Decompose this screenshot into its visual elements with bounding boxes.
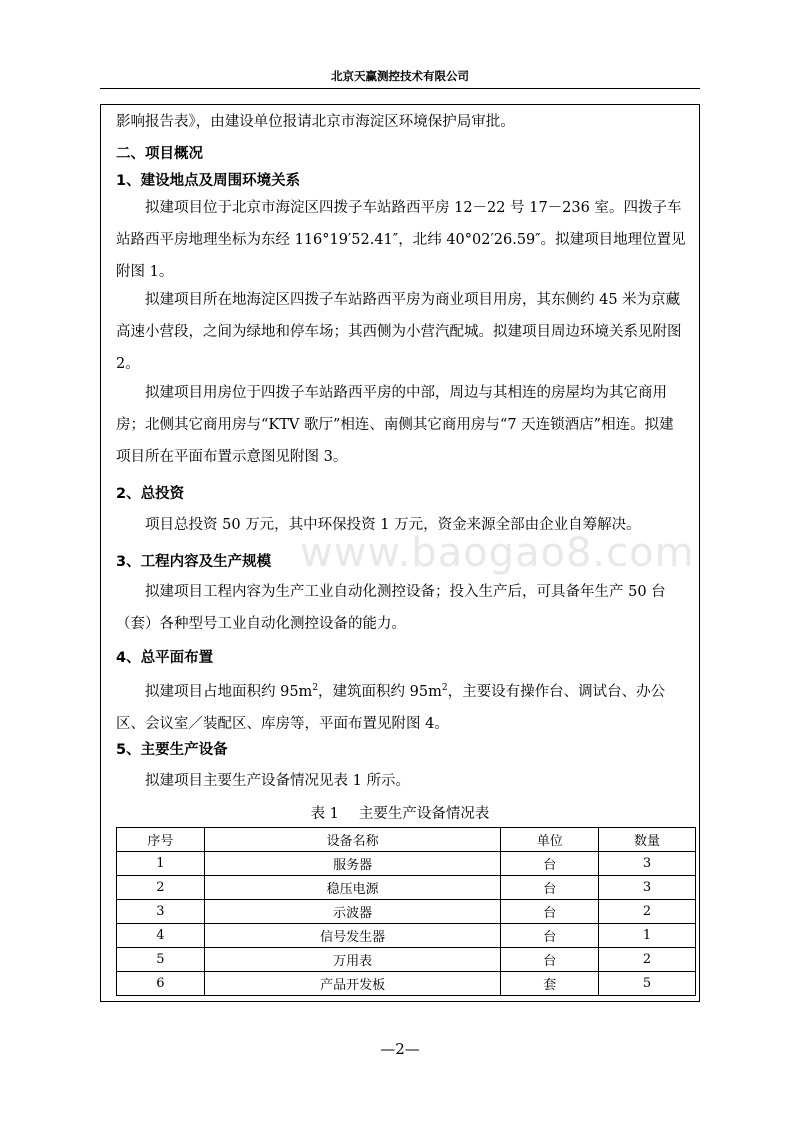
cell-qty: 3 xyxy=(599,852,696,876)
cell-qty: 2 xyxy=(599,900,696,924)
table-caption xyxy=(100,802,700,823)
heading-scope: 3、工程内容及生产规模 xyxy=(116,554,272,570)
cell-no: 2 xyxy=(117,876,205,900)
header-rule xyxy=(100,88,700,89)
cell-name: 示波器 xyxy=(204,900,500,924)
heading-investment: 2、总投资 xyxy=(116,486,185,502)
cell-unit: 台 xyxy=(501,900,599,924)
paragraph-adjacent: 拟建项目用房位于四拨子车站路西平房的中部，周边与其相连的房屋均为其它商用房；北侧其它商用房与“KTV 歌厅”相连、南侧其它商用房与“7 天连锁酒店”相连。拟建项目所在平面布置示意图见附图 3。 xyxy=(116,385,674,465)
watermark: www.baogao8.com xyxy=(300,530,695,576)
table-row xyxy=(117,852,696,876)
page-number: —2— xyxy=(380,1040,420,1058)
table-caption-number: 表 1 xyxy=(310,806,339,822)
table-row xyxy=(117,900,696,924)
header-cell: 设备名称 xyxy=(204,828,500,852)
header-cell: 数量 xyxy=(599,828,696,852)
heading-location: 1、建设地点及周围环境关系 xyxy=(116,173,301,189)
table-row xyxy=(117,876,696,900)
cell-name: 服务器 xyxy=(204,852,500,876)
cell-qty: 3 xyxy=(599,876,696,900)
cell-no: 1 xyxy=(117,852,205,876)
superscript-2: 2 xyxy=(312,683,319,693)
paragraph-equipment: 拟建项目主要生产设备情况见表 1 所示。 xyxy=(145,773,410,789)
paragraph-surroundings: 拟建项目所在地海淀区四拨子车站路西平房为商业项目用房，其东侧约 45 米为京藏高速小营段，之间为绿地和停车场；其西侧为小营汽配城。拟建项目周边环境关系见附图 2。 xyxy=(116,292,682,372)
cell-no: 3 xyxy=(117,900,205,924)
table-header-row xyxy=(117,828,696,852)
cell-name: 信号发生器 xyxy=(204,924,500,948)
cell-no: 6 xyxy=(117,972,205,996)
layout-text-b: ，建筑面积约 95m xyxy=(318,683,442,700)
table-caption-title: 主要生产设备情况表 xyxy=(358,806,490,822)
heading-equipment: 5、主要生产设备 xyxy=(116,742,228,758)
section-title: 二、项目概况 xyxy=(116,146,203,162)
cell-name: 产品开发板 xyxy=(204,972,500,996)
cell-qty: 5 xyxy=(599,972,696,996)
cell-unit: 台 xyxy=(501,948,599,972)
cell-name: 万用表 xyxy=(204,948,500,972)
cell-unit: 台 xyxy=(501,852,599,876)
paragraph-layout xyxy=(116,672,688,740)
continuation-line: 影响报告表》，由建设单位报请北京市海淀区环境保护局审批。 xyxy=(116,114,515,130)
table-row xyxy=(117,972,696,996)
layout-text-a: 拟建项目占地面积约 95m xyxy=(145,683,313,700)
cell-qty: 1 xyxy=(599,924,696,948)
header-cell: 单位 xyxy=(501,828,599,852)
table-row xyxy=(117,948,696,972)
cell-no: 4 xyxy=(117,924,205,948)
cell-unit: 台 xyxy=(501,924,599,948)
cell-qty: 2 xyxy=(599,948,696,972)
paragraph-investment: 项目总投资 50 万元，其中环保投资 1 万元，资金来源全部由企业自筹解决。 xyxy=(145,517,641,533)
page-header-company: 北京天赢测控技术有限公司 xyxy=(331,69,469,83)
cell-unit: 套 xyxy=(501,972,599,996)
header-cell: 序号 xyxy=(117,828,205,852)
table-row xyxy=(117,924,696,948)
cell-name: 稳压电源 xyxy=(204,876,500,900)
paragraph-location: 拟建项目位于北京市海淀区四拨子车站路西平房 12－22 号 17－236 室。四拨子车站路西平房地理坐标为东经 116°19′52.41″，北纬 40°02′26.59″。拟建项目地理位置见附图 1。 xyxy=(116,200,686,280)
equipment-table xyxy=(116,827,696,996)
superscript-2: 2 xyxy=(441,683,448,693)
cell-unit: 台 xyxy=(501,876,599,900)
heading-layout: 4、总平面布置 xyxy=(116,650,214,666)
layout-text-c: ，主要设有操作台、调试台、办公区、会议室／装配区、库房等，平面布置见附图 4。 xyxy=(116,683,666,732)
paragraph-scope: 拟建项目工程内容为生产工业自动化测控设备；投入生产后，可具备年生产 50 台（套）各种型号工业自动化测控设备的能力。 xyxy=(116,584,666,632)
cell-no: 5 xyxy=(117,948,205,972)
